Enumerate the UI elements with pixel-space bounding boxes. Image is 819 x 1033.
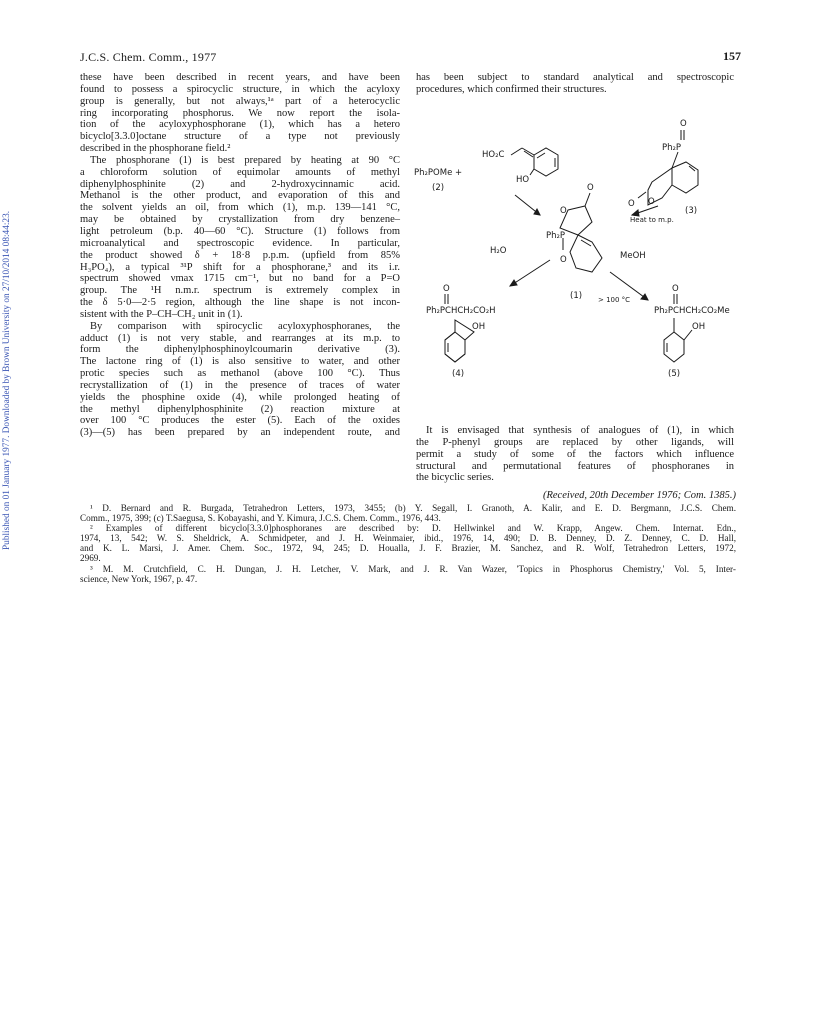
ho-label: HO [516, 175, 530, 185]
reference-line: ² Examples of different bicyclo[3.3.0]phosphoranes are described by: D. Hellwinkel and W. Krapp, Angew. Chem. Internat. Edn., [90, 523, 736, 534]
text-line: a chloroform solution of equimolar amounts of methyl [80, 166, 400, 178]
hydroxyl-label: OH [472, 322, 486, 332]
references [80, 503, 736, 584]
text-line: bicyclo[3.3.0]octane structure of a type not previously [80, 131, 400, 143]
text-line: spectrum showed νmax 1715 cm⁻¹, but no band for a P=O [80, 273, 400, 285]
text-line: the product showed δ + 18·8 p.p.m. (upfield from 85% [80, 249, 400, 261]
text-line: group. The ¹H n.m.r. spectrum is extremely complex in [80, 285, 400, 297]
phenoxy-oxygen-label: O [560, 255, 567, 265]
reaction-scheme [410, 110, 740, 410]
text-line: found to possess a spirocyclic structure, in which the acyloxy [80, 83, 400, 95]
text-line: tion of the acyloxyphosphorane (1), which has a hetero [80, 119, 400, 131]
ring-oxygen-label: O [648, 197, 655, 207]
compound-4-number: (4) [452, 369, 465, 379]
oxo-label: O [680, 119, 687, 129]
text-line: H₃PO₄), a typical ³¹P shift for a phosphorane,³ and its i.r. [80, 261, 400, 273]
text-line: light petroleum (b.p. 40—60 °C). Structure (1) follows from [80, 225, 400, 237]
text-line: has been subject to standard analytical and spectroscopic [416, 72, 734, 83]
text-line: described in the phosphorane field.² [80, 143, 231, 155]
text-line: Methanol is the other product, and evaporation of this and [80, 190, 400, 202]
reference-line: ¹ D. Bernard and R. Burgada, Tetrahedron Letters, 1973, 3455; (b) Y. Segall, I. Granoth, A. Kalir, and E. D. Bergmann, J.C.S. Chem. [90, 503, 736, 513]
text-line: sistent with the P–CH–CH₂ unit in (1). [80, 308, 243, 320]
reference-line: and K. L. Marsi, J. Amer. Chem. Soc., 1972, 94, 245; D. Houalla, J. F. Brazier, M. Sanchez, and R. Wolf, Tetrahedron Letters, 1972, [80, 543, 736, 554]
phosphoryl-oxygen-label: O [443, 284, 450, 294]
text-line: may be obtained by crystallization from dry benzene– [80, 214, 400, 226]
text-line: microanalytical and spectroscopic evidence. In particular, [80, 237, 400, 249]
methanolysis-reagent: MeOH [620, 251, 646, 261]
text-line: group is generally, but not always,¹ᵃ part of a heterocyclic [80, 95, 400, 107]
compound-3-number: (3) [685, 206, 698, 216]
compound-1-number: (1) [570, 291, 583, 301]
methanolysis-temperature: > 100 °C [598, 296, 631, 304]
lactone-oxygen-label: O [587, 183, 594, 193]
coumarin-compound-3 [628, 119, 698, 209]
text-line: permit a study of some of the factors which influence [416, 448, 734, 460]
text-line: recrystallization of (1) in the presence of traces of water [80, 379, 400, 391]
formula-4-label: Ph₂PCHCH₂CO₂H [426, 306, 496, 316]
text-line: diphenylphosphinite (2) and 2-hydroxycinnamic acid. [80, 178, 400, 190]
reference-line: Comm., 1975, 399; (c) T.Saegusa, S. Kobayashi, and Y. Kimura, J.C.S. Chem. Comm., 1976, 443. [80, 513, 441, 524]
phosphorane-compound-1 [546, 183, 602, 272]
hydrolysis-reagent: H₂O [490, 246, 507, 256]
text-line: yields the phosphine oxide (4), while prolonged heating of [80, 391, 400, 403]
reagent-2-label: Ph₂POMe + [414, 168, 463, 178]
journal-running-head: J.C.S. Chem. Comm., 1977 [80, 50, 217, 64]
formula-5-label: Ph₂PCHCH₂CO₂Me [654, 306, 730, 316]
ph2p-label: Ph₂P [662, 143, 682, 153]
reference-line: 1974, 13, 542; W. S. Sheldrick, A. Schmidpeter, and J. H. Weinmaier, ibid., 1976, 14, 490; D. B. Denney, D. Z. Denney, C. D. Hall, [80, 533, 736, 544]
page-number: 157 [723, 49, 741, 63]
text-line: the δ 5·0—2·5 region, although the line shape is not incon- [80, 297, 400, 309]
text-line: the P-phenyl groups are replaced by other ligands, will [416, 436, 734, 448]
right-column-bottom-text [416, 425, 734, 484]
text-line: the solvent yields an oil, from which (1), m.p. 139—141 °C, [80, 202, 400, 214]
text-line: protic species such as methanol (above 100 °C). Thus [80, 368, 400, 380]
text-line: By comparison with spirocyclic acyloxyphosphoranes, the [90, 320, 400, 332]
phosphorus-label: Ph₂P [546, 231, 566, 241]
received-date: (Received, 20th December 1976; Com. 1385.) [542, 490, 736, 501]
text-line: procedures, which confirmed their structures. [416, 83, 607, 95]
text-line: these have been described in recent years, and have been [80, 72, 400, 83]
phosphine-oxide-compound-4 [426, 284, 496, 362]
download-watermark: Published on 01 January 1977. Downloaded by Brown University on 27/10/2014 08:44:23. [2, 210, 12, 550]
reference-line: ³ M. M. Crutchfield, C. H. Dungan, J. H. Letcher, V. Mark, and J. R. Van Wazer, 'Topics in Phosphorus Chemistry,' Vol. 5, Inter- [90, 563, 736, 574]
acyloxy-oxygen-label: O [560, 206, 567, 216]
carbonyl-oxygen-label: O [628, 199, 635, 209]
text-line: over 100 °C produces the ester (5). Each of the oxides [80, 415, 400, 427]
text-line: the bicyclic series. [416, 472, 494, 484]
text-line: ring incorporating phosphorus. We now report the isola- [80, 107, 400, 119]
hydroxycinnamic-acid [482, 148, 558, 185]
phosphoryl-oxygen-label: O [672, 284, 679, 294]
ho2c-label: HO₂C [482, 150, 505, 160]
heat-condition: Heat to m.p. [630, 216, 674, 224]
right-column-top-text [416, 72, 734, 96]
text-line: It is envisaged that synthesis of analogues of (1), in which [426, 425, 734, 436]
text-line: adduct (1) is not very stable, and rearranges at its m.p. to [80, 332, 400, 344]
compound-5-number: (5) [668, 369, 681, 379]
text-line: (3)—(5) has been prepared by an independent route, and [80, 427, 400, 439]
text-line: The phosphorane (1) is best prepared by heating at 90 °C [90, 154, 400, 166]
left-column-text [80, 72, 400, 439]
text-line: The lactone ring of (1) is also sensitive to water, and other [80, 356, 400, 368]
text-line: the methyl diphenylphosphinite (2) reaction mixture at [80, 403, 400, 415]
hydroxyl-label: OH [692, 322, 706, 332]
reference-line: 2969. [80, 553, 101, 564]
text-line: form the diphenylphosphinoylcoumarin derivative (3). [80, 344, 400, 356]
reference-line: science, New York, 1967, p. 47. [80, 573, 198, 584]
compound-2-number: (2) [432, 183, 445, 193]
ester-compound-5 [654, 284, 730, 362]
text-line: structural and permutational features of phosphoranes in [416, 460, 734, 472]
